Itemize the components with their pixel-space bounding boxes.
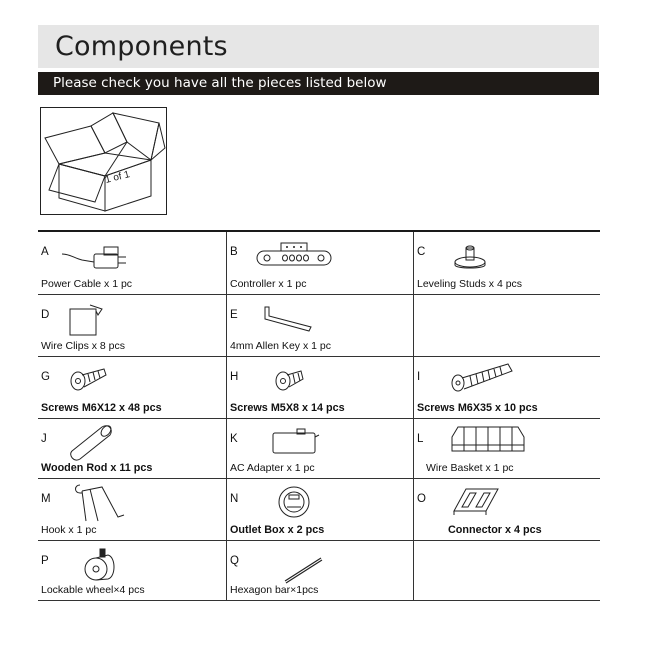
item-letter: L [417, 433, 424, 445]
component-cell-k [227, 419, 414, 478]
cardboard-box-icon [41, 108, 166, 214]
allen-key-icon [261, 305, 315, 335]
item-letter: Q [230, 555, 239, 567]
wire-clip-icon [66, 301, 106, 337]
item-label: Leveling Studs x 4 pcs [417, 278, 523, 290]
item-label: Wire Basket x 1 pc [426, 462, 514, 474]
component-cell-g [38, 357, 227, 418]
item-label: Power Cable x 1 pc [41, 278, 133, 290]
components-table [38, 230, 600, 601]
item-letter: G [41, 371, 50, 383]
item-letter: D [41, 309, 50, 321]
table-row [38, 295, 600, 357]
power-cable-icon [60, 242, 130, 272]
component-cell-p [38, 541, 227, 600]
component-cell-empty [414, 541, 600, 600]
item-label: Outlet Box x 2 pcs [230, 524, 325, 536]
item-label: Screws M6X12 x 48 pcs [41, 402, 162, 414]
short-screw-icon [68, 365, 108, 393]
item-letter: K [230, 433, 238, 445]
package-box-frame [40, 107, 167, 215]
component-cell-m [38, 479, 227, 540]
table-row [38, 419, 600, 479]
item-letter: M [41, 493, 51, 505]
controller-icon [255, 241, 335, 269]
subtitle-band [38, 72, 599, 95]
table-row [38, 479, 600, 541]
page-title: Components [55, 31, 228, 62]
item-letter: A [41, 246, 49, 258]
small-screw-icon [273, 365, 307, 393]
component-cell-j [38, 419, 227, 478]
item-label: AC Adapter x 1 pc [230, 462, 315, 474]
item-label: 4mm Allen Key x 1 pc [230, 340, 331, 352]
component-cell-c [414, 232, 600, 294]
item-letter: J [41, 433, 47, 445]
item-label: Controller x 1 pc [230, 278, 307, 290]
component-cell-d [38, 295, 227, 356]
component-cell-n [227, 479, 414, 540]
item-label: Connector x 4 pcs [448, 524, 542, 536]
component-cell-q [227, 541, 414, 600]
wire-basket-icon [448, 423, 528, 457]
component-cell-h [227, 357, 414, 418]
item-letter: P [41, 555, 49, 567]
item-letter: I [417, 371, 421, 383]
leveling-stud-icon [452, 242, 488, 270]
outlet-box-icon [277, 485, 311, 519]
long-screw-icon [450, 361, 516, 393]
item-label: Wooden Rod x 11 pcs [41, 462, 153, 474]
item-letter: B [230, 246, 238, 258]
component-cell-l [414, 419, 600, 478]
connector-icon [452, 485, 502, 519]
ac-adapter-icon [271, 427, 321, 457]
item-label: Hexagon bar×1pcs [230, 584, 319, 596]
table-row [38, 541, 600, 601]
item-letter: C [417, 246, 426, 258]
component-cell-b [227, 232, 414, 294]
item-label: Screws M5X8 x 14 pcs [230, 402, 345, 414]
hook-icon [72, 481, 128, 525]
box-count-label: 1 of 1 [104, 169, 131, 186]
hexagon-bar-icon [283, 555, 323, 585]
component-cell-empty [414, 295, 600, 356]
item-label: Hook x 1 pc [41, 524, 97, 536]
item-label: Screws M6X35 x 10 pcs [417, 402, 538, 414]
item-letter: O [417, 493, 426, 505]
wooden-rod-icon [66, 423, 116, 463]
table-row [38, 232, 600, 295]
table-row [38, 357, 600, 419]
component-cell-e [227, 295, 414, 356]
page-subtitle: Please check you have all the pieces listed below [53, 75, 387, 91]
component-cell-i [414, 357, 600, 418]
item-label: Wire Clips x 8 pcs [41, 340, 126, 352]
lockable-wheel-icon [82, 547, 122, 583]
item-letter: E [230, 309, 238, 321]
component-cell-a [38, 232, 227, 294]
component-cell-o [414, 479, 600, 540]
title-band [38, 25, 599, 68]
item-letter: H [230, 371, 239, 383]
item-label: Lockable wheel×4 pcs [41, 584, 145, 596]
item-letter: N [230, 493, 239, 505]
